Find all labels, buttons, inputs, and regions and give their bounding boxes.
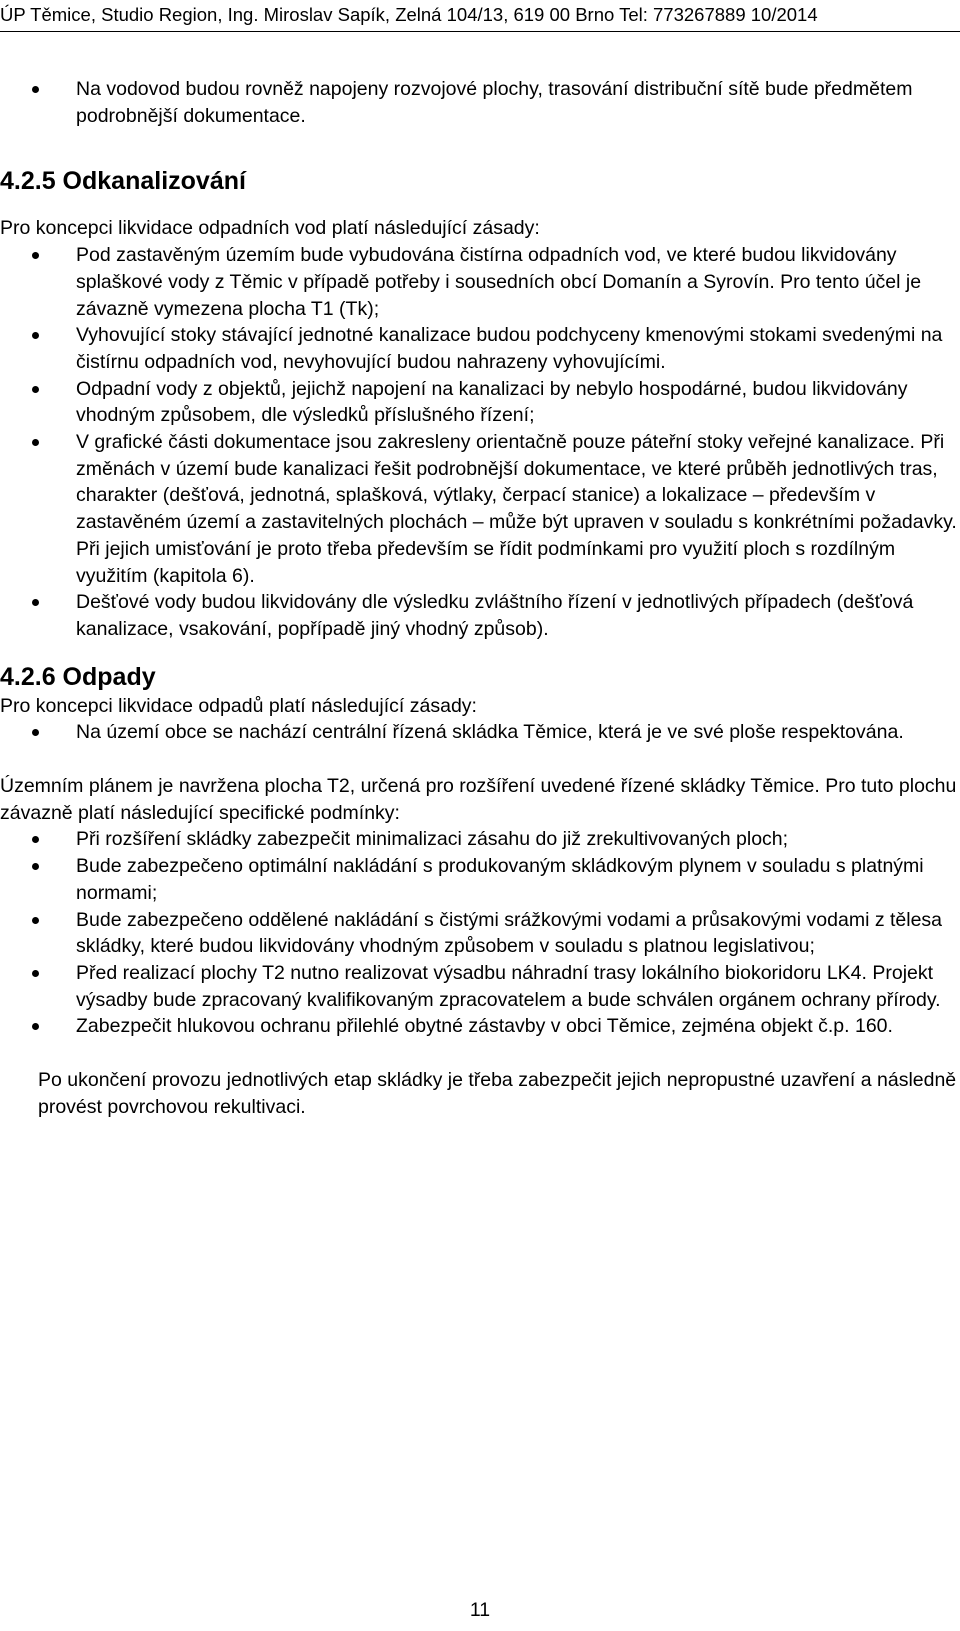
list-item [0,826,960,853]
page-number: 11 [469,1599,491,1621]
list-item [0,429,960,589]
list-item [0,76,960,129]
odkanalizovani-list [0,242,960,643]
list-item-text: Před realizací plochy T2 nutno realizovat výsadbu náhradní trasy lokálního biokoridoru LK4. Projekt výsadby bude zpracovaný kvalifikovaným zpracovatelem a bude schválen orgánem ochrany přírody. [76,961,941,1011]
list-item-text: Bude zabezpečeno oddělené nakládání s čistými srážkovými vodami a průsakovými vodami z tělesa skládky, které budou likvidovány vhodným způsobem v souladu s platnou legislativou; [76,908,943,958]
list-item [0,322,960,375]
list-item-text: Bude zabezpečeno optimální nakládání s produkovaným skládkovým plynem v souladu s platnými normami; [76,855,924,904]
section-intro: Pro koncepci likvidace odpadů platí následující zásady: [0,694,477,717]
section-heading-odpady: 4.2.6 Odpady [0,662,156,691]
list-item-text: Pod zastavěným územím bude vybudována čistírna odpadních vod, ve které budou likvidovány splaškové vody z Těmic v případě potřeby i sousedních obcí Domanín a Syrovín. Pro tento účel je závazně vymezena plocha T1 (Tk); [76,244,922,320]
section-heading-odkanalizovani: 4.2.5 Odkanalizování [0,167,246,196]
bullet-icon [32,252,39,259]
bullet-icon [32,863,39,870]
bullet-icon [32,970,39,977]
list-item-text: Odpadní vody z objektů, jejichž napojení na kanalizaci by nebylo hospodárné, budou likvidovány vhodným způsobem, dle výsledků příslušného řízení; [76,377,908,427]
list-item-text: V grafické části dokumentace jsou zakresleny orientačně pouze páteřní stoky veřejné kanalizace. Při změnách v území bude kanalizaci řešit podrobnější dokumentace, ve které průběh jednotlivých tras, charakter (dešťová, jednotná, splašková, výtlaky, čerpací stanice) a lokalizace – především v zastavěném území a zastavitelných plochách – může být upraven v souladu s konkrétními požadavky. Při jejich umisťování je proto třeba především se řídit podmínkami pro využití ploch s rozdílným využitím (kapitola 6). [76,431,957,587]
bullet-icon [32,439,39,446]
bullet-icon [32,599,39,606]
bullet-icon [32,917,39,924]
paragraph-t2: Územním plánem je navržena plocha T2, určená pro rozšíření uvedené řízené skládky Těmice. Pro tuto plochu závazně platí následující specifické podmínky: [0,775,957,824]
odpady-list [0,719,960,746]
header-rule [0,31,960,32]
list-item [0,853,960,906]
bullet-icon [32,332,39,339]
page-header: ÚP Těmice, Studio Region, Ing. Miroslav Sapík, Zelná 104/13, 619 00 Brno Tel: 773267889 10/2014 [0,4,818,25]
section-intro: Pro koncepci likvidace odpadních vod platí následující zásady: [0,217,540,240]
bullet-icon [32,1023,39,1030]
document-body [0,76,960,1121]
top-bullet-list [0,76,960,129]
list-item-text: Na vodovod budou rovněž napojeny rozvojové plochy, trasování distribuční sítě bude předmětem podrobnější dokumentace. [76,78,913,127]
list-item [0,719,960,746]
list-item [0,907,960,960]
bullet-icon [32,86,39,93]
list-item [0,1013,960,1040]
list-item-text: Vyhovující stoky stávající jednotné kanalizace budou podchyceny kmenovými stokami svedenými na čistírnu odpadních vod, nevyhovující budou nahrazeny vyhovujícími. [76,324,943,373]
bullet-icon [32,729,39,736]
bullet-icon [32,386,39,393]
list-item [0,960,960,1013]
list-item [0,376,960,429]
list-item-text: Na území obce se nachází centrální řízená skládka Těmice, která je ve své ploše respektována. [76,721,904,744]
list-item [0,242,960,322]
list-item [0,589,960,642]
list-item-text: Zabezpečit hlukovou ochranu přilehlé obytné zástavby v obci Těmice, zejména objekt č.p. 160. [76,1015,893,1038]
paragraph-final: Po ukončení provozu jednotlivých etap skládky je třeba zabezpečit jejich nepropustné uzavření a následně provést povrchovou rekultivaci. [38,1069,957,1118]
list-item-text: Dešťové vody budou likvidovány dle výsledku zvláštního řízení v jednotlivých případech (dešťová kanalizace, vsakování, popřípadě jiný vhodný způsob). [76,591,914,640]
bullet-icon [32,836,39,843]
list-item-text: Při rozšíření skládky zabezpečit minimalizaci zásahu do již zrekultivovaných ploch; [76,828,789,851]
t2-conditions-list [0,826,960,1040]
